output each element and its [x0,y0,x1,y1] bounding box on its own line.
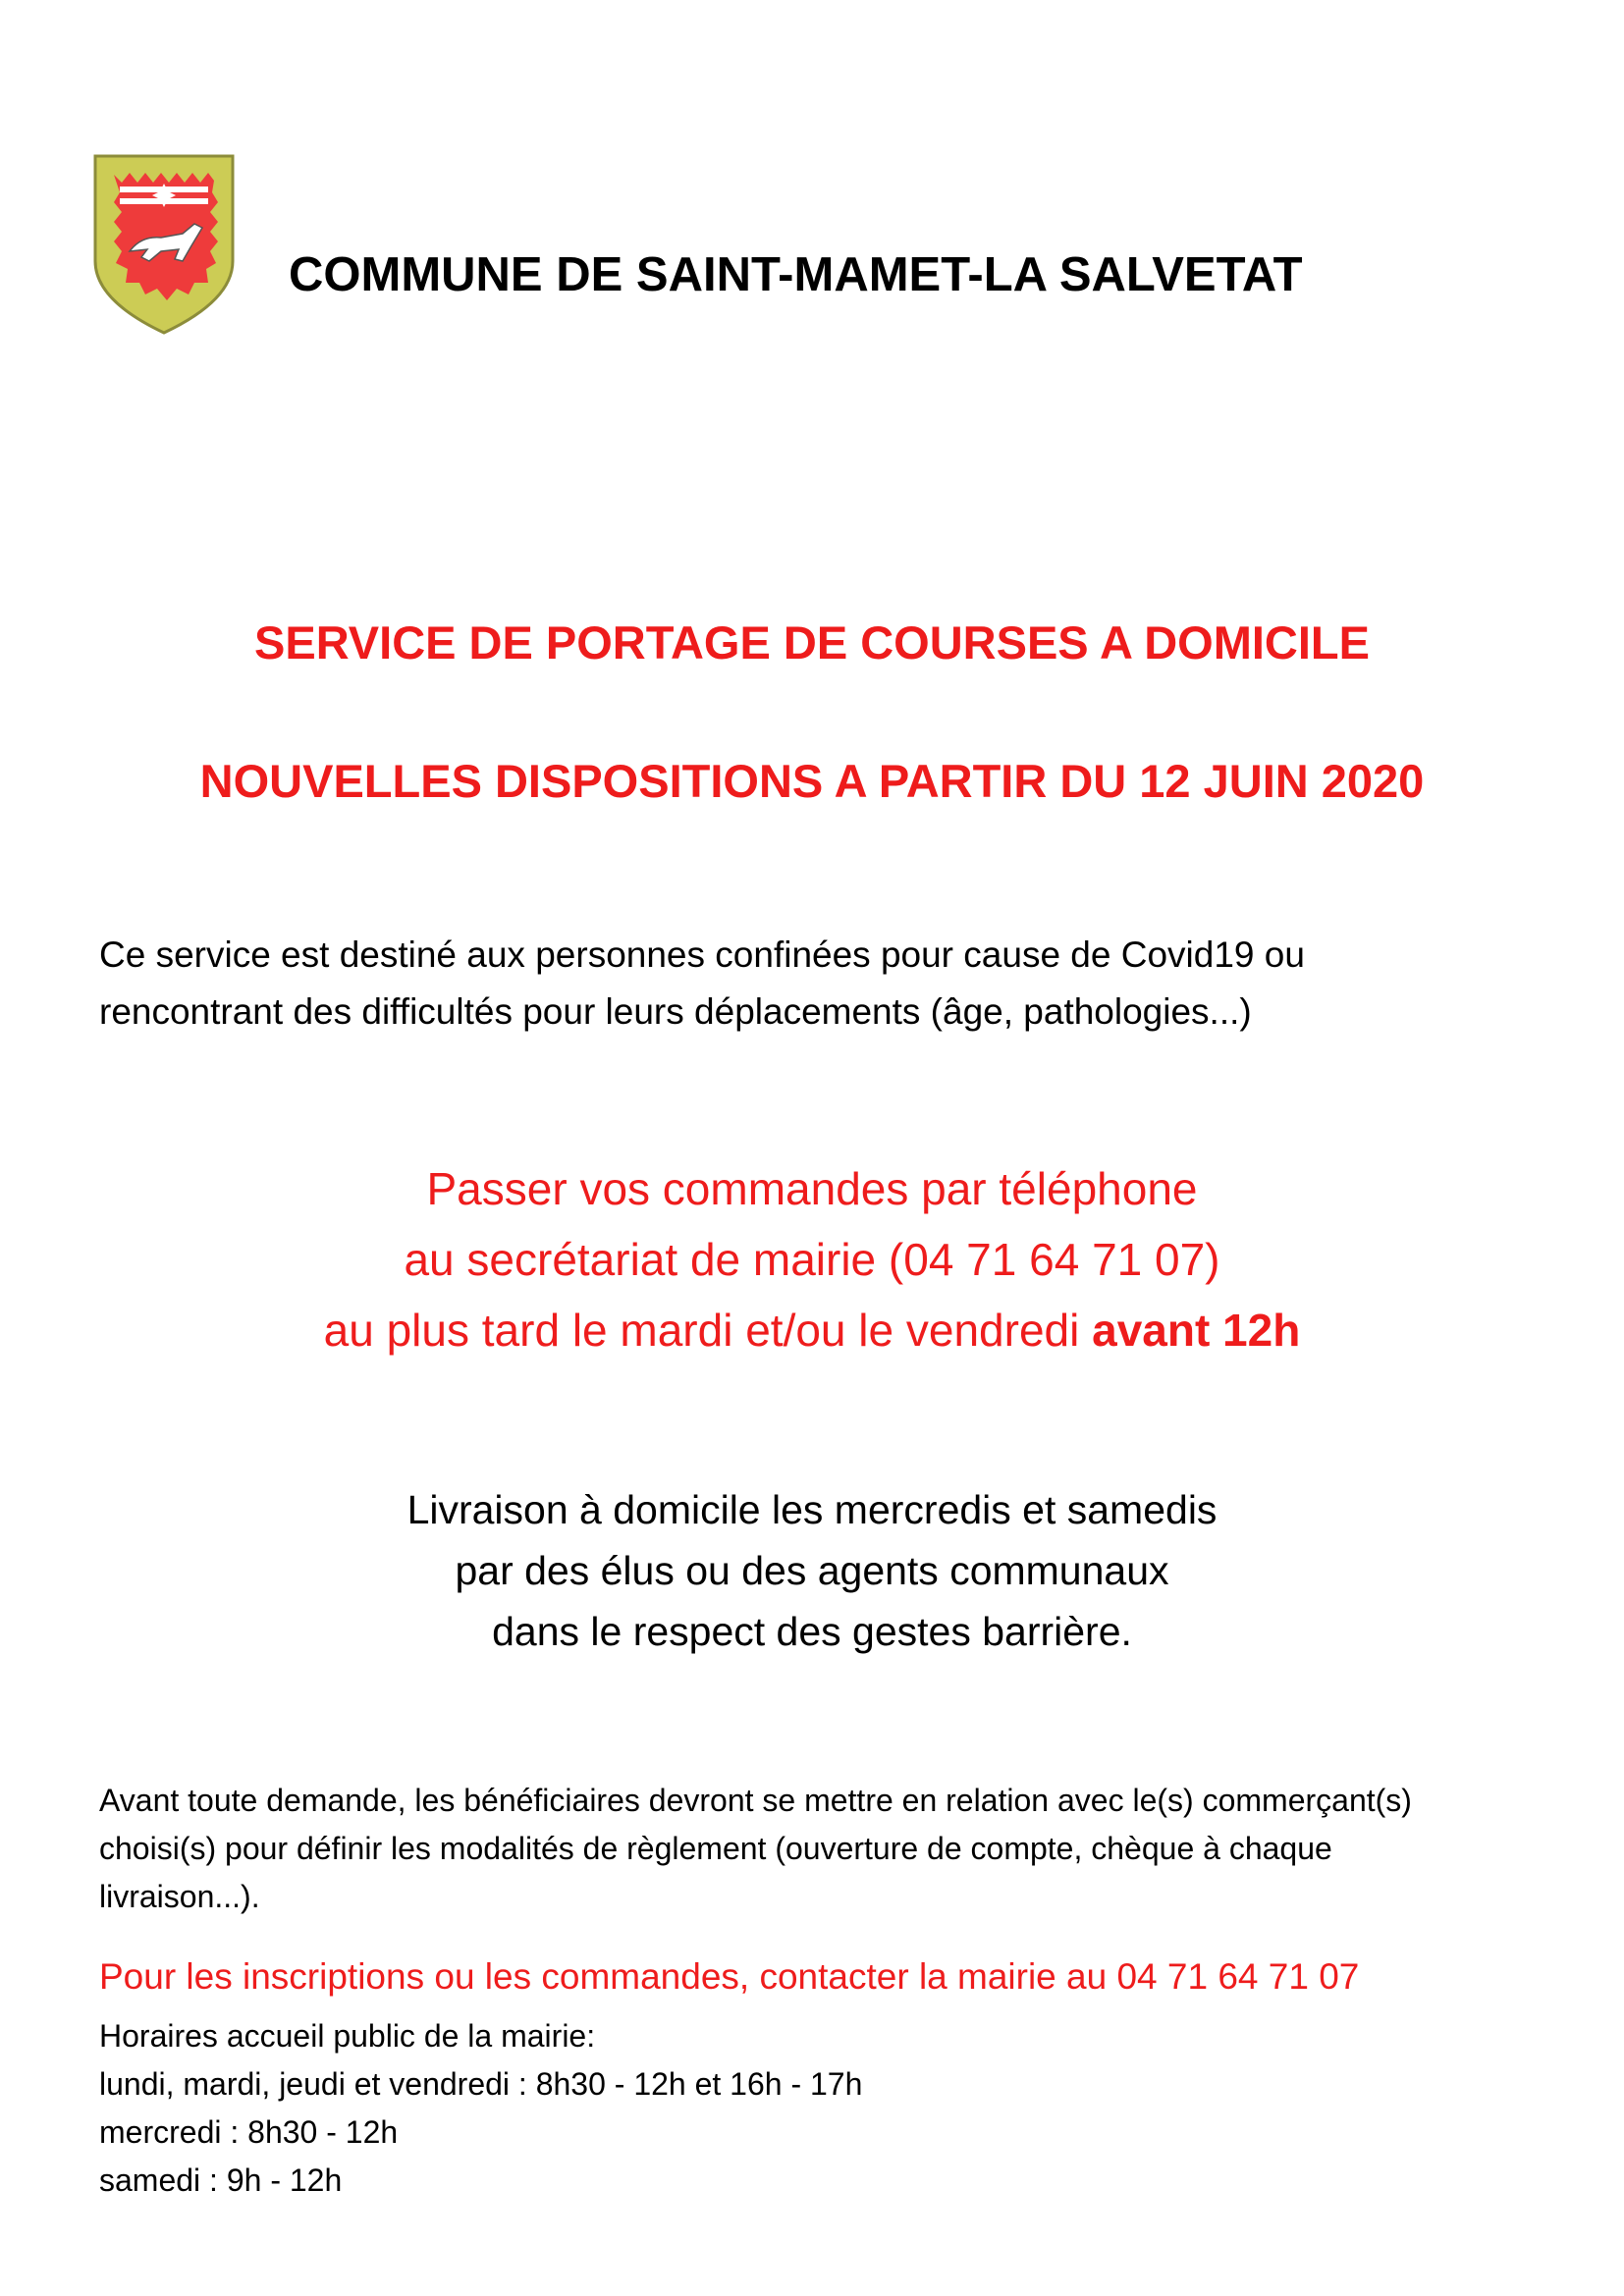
order-instructions [0,1153,1624,1365]
hours-line: samedi : 9h - 12h [99,2163,343,2198]
delivery-info [0,1479,1624,1662]
commune-title: COMMUNE DE SAINT-MAMET-LA SALVETAT [289,248,1303,301]
intro-line: rencontrant des difficultés pour leurs déplacements (âge, pathologies...) [99,991,1252,1032]
intro-line: Ce service est destiné aux personnes confinées pour cause de Covid19 ou [99,934,1305,975]
delivery-line: Livraison à domicile les mercredis et samedis [406,1487,1218,1532]
hours-line: mercredi : 8h30 - 12h [99,2114,399,2150]
intro-paragraph [99,927,1305,1041]
hours-title: Horaires accueil public de la mairie: [99,2018,596,2054]
coat-of-arms-icon [92,153,236,336]
order-deadline-text: au plus tard le mardi et/ou le vendredi [323,1305,1093,1356]
order-line-phone: au secrétariat de mairie (04 71 64 71 07) [404,1234,1220,1285]
order-line: Passer vos commandes par téléphone [426,1163,1198,1214]
service-headline: SERVICE DE PORTAGE DE COURSES A DOMICILE [254,616,1370,668]
hours-line: lundi, mardi, jeudi et vendredi : 8h30 - 12h et 16h - 17h [99,2066,863,2102]
delivery-line: par des élus ou des agents communaux [455,1548,1169,1593]
payment-note [99,1777,1412,1921]
order-deadline-bold: avant 12h [1092,1305,1301,1356]
note-line: choisi(s) pour définir les modalités de règlement (ouverture de compte, chèque à chaque [99,1831,1332,1866]
delivery-line: dans le respect des gestes barrière. [492,1609,1132,1654]
note-line: livraison...). [99,1879,260,1914]
order-line-deadline [0,1295,1624,1365]
opening-hours [99,2012,862,2205]
note-line: Avant toute demande, les bénéficiaires devront se mettre en relation avec le(s) commerçant(s) [99,1783,1412,1818]
contact-line: Pour les inscriptions ou les commandes, contacter la mairie au 04 71 64 71 07 [99,1956,1360,1997]
dispositions-headline: NOUVELLES DISPOSITIONS A PARTIR DU 12 JUIN 2020 [199,755,1425,807]
